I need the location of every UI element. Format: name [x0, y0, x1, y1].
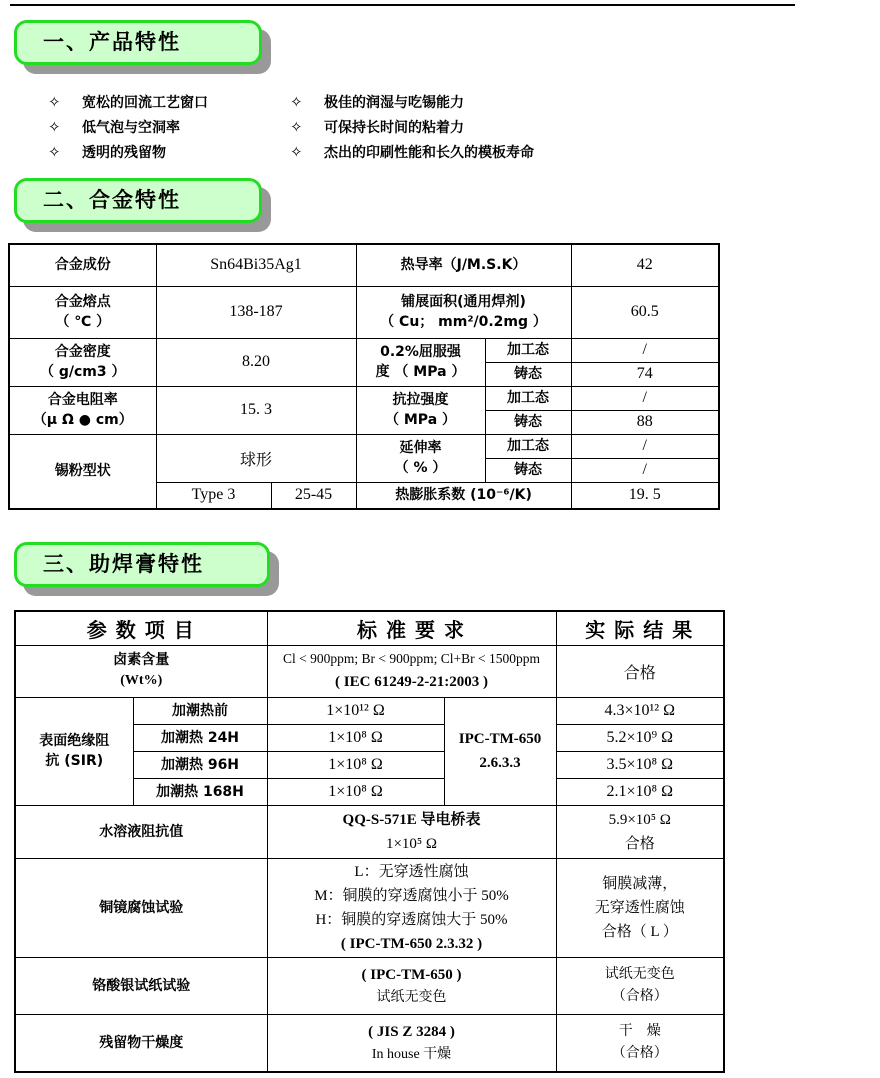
copper-mirror-result-line2: 无穿透性腐蚀	[594, 899, 685, 916]
sir-result-value: 2.1×10⁸ Ω	[556, 778, 724, 805]
residue-dryness-standard-line2: In house 干燥	[371, 1046, 452, 1062]
sir-label-line2: 抗 (SIR)	[45, 753, 104, 769]
flux-header-row	[15, 611, 724, 645]
state-cast-label: 铸态	[485, 458, 571, 482]
flux-properties-table	[14, 610, 725, 1073]
diamond-bullet-icon: ✧	[48, 142, 61, 161]
state-wrought-label: 加工态	[485, 338, 571, 362]
copper-mirror-result-line1: 铜膜减薄，	[602, 875, 678, 892]
feature-text: 低气泡与空洞率	[82, 119, 180, 136]
feature-text: 透明的残留物	[82, 144, 166, 161]
product-features-list	[48, 89, 880, 164]
spread-area-label-line2: （ Cu； mm²/0.2mg ）	[380, 314, 547, 330]
sir-condition: 加潮热前	[133, 697, 267, 724]
sir-standard-value: 1×10⁸ Ω	[267, 751, 444, 778]
thermal-conductivity-value: 42	[571, 244, 719, 286]
header-standard: 标 准 要 求	[267, 611, 556, 645]
halogen-result: 合格	[556, 645, 724, 697]
thermal-conductivity-label: 热导率（J/M.S.K）	[356, 244, 571, 286]
silver-chromate-result-line1: 试纸无变色	[604, 966, 675, 982]
sir-standard-value: 1×10¹² Ω	[267, 697, 444, 724]
melting-point-value: 138-187	[156, 286, 356, 338]
diamond-bullet-icon: ✧	[48, 117, 61, 136]
feature-text: 可保持长时间的粘着力	[324, 119, 464, 136]
features-left-column	[48, 89, 290, 164]
alloy-composition-label: 合金成份	[9, 244, 156, 286]
sir-condition: 加潮热 96H	[133, 751, 267, 778]
flux-row-residue-dryness	[15, 1014, 724, 1072]
spread-area-value: 60.5	[571, 286, 719, 338]
resistivity-value: 15. 3	[156, 386, 356, 434]
sir-method	[444, 697, 556, 805]
melting-point-label-line1: 合金熔点	[54, 294, 111, 310]
copper-mirror-standard-line1: L：无穿透性腐蚀	[354, 863, 469, 880]
alloy-properties-table	[8, 243, 720, 510]
sir-method-line1: IPC-TM-650	[458, 731, 542, 747]
state-wrought-label: 加工态	[485, 386, 571, 410]
flux-row-halogen	[15, 645, 724, 697]
resistivity-label	[9, 386, 156, 434]
sir-result-value: 3.5×10⁸ Ω	[556, 751, 724, 778]
tensile-strength-label	[356, 386, 485, 434]
sir-method-line2: 2.6.3.3	[479, 755, 521, 771]
residue-dryness-standard	[267, 1014, 556, 1072]
cte-label: 热膨胀系数 (10⁻⁶/K)	[356, 482, 571, 509]
alloy-row-powder-elongation-wrought	[9, 434, 719, 458]
flux-row-sir-initial	[15, 697, 724, 724]
halogen-standard-line1: Cl < 900ppm; Br < 900ppm; Cl+Br < 1500ppm	[283, 651, 540, 666]
powder-shape-label: 锡粉型状	[9, 434, 156, 509]
elongation-cast-value: /	[571, 458, 719, 482]
elongation-label-line1: 延伸率	[399, 440, 442, 456]
sir-condition: 加潮热 168H	[133, 778, 267, 805]
powder-size-value: 25-45	[271, 482, 356, 509]
yield-strength-label	[356, 338, 485, 386]
residue-dryness-result-line2: （合格）	[611, 1045, 668, 1061]
yield-cast-value: 74	[571, 362, 719, 386]
silver-chromate-result-line2: （合格）	[611, 988, 668, 1004]
density-label-line1: 合金密度	[54, 344, 111, 360]
features-right-column	[290, 89, 534, 164]
feature-text: 宽松的回流工艺窗口	[82, 94, 208, 111]
alloy-row-density-yield-wrought	[9, 338, 719, 362]
spread-area-label	[356, 286, 571, 338]
residue-dryness-result	[556, 1014, 724, 1072]
halogen-label-line2: (Wt%)	[120, 673, 163, 688]
sir-result-value: 4.3×10¹² Ω	[556, 697, 724, 724]
copper-mirror-standard-line2: M：铜膜的穿透腐蚀小于 50%	[314, 887, 509, 904]
cte-value: 19. 5	[571, 482, 719, 509]
sir-result-value: 5.2×10⁹ Ω	[556, 724, 724, 751]
sir-label-line1: 表面绝缘阻	[39, 733, 110, 749]
state-wrought-label: 加工态	[485, 434, 571, 458]
alloy-row-composition	[9, 244, 719, 286]
section-2-title: 二、合金特性	[43, 188, 181, 212]
alloy-row-resistivity-tensile-wrought	[9, 386, 719, 410]
section-3-title: 三、助焊膏特性	[43, 552, 204, 576]
feature-item	[48, 114, 290, 139]
section-1-title-banner	[14, 20, 262, 65]
tensile-wrought-value: /	[571, 386, 719, 410]
halogen-standard	[267, 645, 556, 697]
yield-strength-label-line2: 度 （ MPa ）	[375, 364, 466, 380]
silver-chromate-result	[556, 957, 724, 1014]
sir-label	[15, 697, 133, 805]
yield-wrought-value: /	[571, 338, 719, 362]
feature-item	[290, 114, 534, 139]
flux-row-water-impedance	[15, 805, 724, 858]
feature-text: 杰出的印刷性能和长久的模板寿命	[324, 144, 534, 161]
silver-chromate-label: 铬酸银试纸试验	[15, 957, 267, 1014]
silver-chromate-standard-line2: 试纸无变色	[376, 989, 447, 1005]
alloy-row-melting	[9, 286, 719, 338]
section-1-title: 一、产品特性	[43, 30, 181, 54]
powder-shape-value: 球形	[156, 434, 356, 482]
resistivity-label-line2: （μ Ω ● cm）	[32, 412, 133, 428]
yield-strength-label-line1: 0.2%屈服强	[380, 344, 461, 360]
elongation-label	[356, 434, 485, 482]
copper-mirror-standard-line3: H：铜膜的穿透腐蚀大于 50%	[315, 911, 508, 928]
state-cast-label: 铸态	[485, 410, 571, 434]
residue-dryness-label: 残留物干燥度	[15, 1014, 267, 1072]
copper-mirror-result-line3: 合格（ L ）	[601, 923, 678, 940]
halogen-label-line1: 卤素含量	[113, 652, 170, 668]
resistivity-label-line1: 合金电阻率	[47, 392, 118, 408]
flux-row-copper-mirror	[15, 858, 724, 957]
top-horizontal-rule	[10, 4, 795, 6]
state-cast-label: 铸态	[485, 362, 571, 386]
elongation-wrought-value: /	[571, 434, 719, 458]
density-label-line2: （ g/cm3 ）	[39, 364, 126, 380]
powder-type-value: Type 3	[156, 482, 271, 509]
tensile-strength-label-line2: （ MPa ）	[385, 412, 457, 428]
feature-item	[290, 89, 534, 114]
header-parameter: 参 数 项 目	[15, 611, 267, 645]
melting-point-label	[9, 286, 156, 338]
section-3-title-banner	[14, 542, 270, 587]
feature-text: 极佳的润湿与吃锡能力	[324, 94, 464, 111]
diamond-bullet-icon: ✧	[290, 117, 303, 136]
halogen-standard-line2: ( IEC 61249-2-21:2003 )	[335, 674, 488, 690]
water-impedance-result	[556, 805, 724, 858]
water-impedance-standard-line2: 1×10⁵ Ω	[385, 835, 438, 852]
melting-point-label-line2: （ ℃ ）	[55, 314, 111, 330]
spread-area-label-line1: 铺展面积(通用焊剂)	[401, 294, 526, 310]
diamond-bullet-icon: ✧	[290, 92, 303, 111]
residue-dryness-standard-line1: ( JIS Z 3284 )	[368, 1023, 455, 1040]
silver-chromate-standard-line1: ( IPC-TM-650 )	[361, 966, 462, 983]
header-result: 实 际 结 果	[556, 611, 724, 645]
density-label	[9, 338, 156, 386]
alloy-composition-value: Sn64Bi35Ag1	[156, 244, 356, 286]
sir-condition: 加潮热 24H	[133, 724, 267, 751]
section-2-title-banner	[14, 178, 262, 223]
diamond-bullet-icon: ✧	[290, 142, 303, 161]
elongation-label-line2: （ % ）	[394, 460, 447, 476]
halogen-label	[15, 645, 267, 697]
water-impedance-result-line2: 合格	[624, 835, 655, 852]
density-value: 8.20	[156, 338, 356, 386]
copper-mirror-result	[556, 858, 724, 957]
residue-dryness-result-line1: 干 燥	[618, 1023, 661, 1039]
copper-mirror-standard	[267, 858, 556, 957]
diamond-bullet-icon: ✧	[48, 92, 61, 111]
sir-standard-value: 1×10⁸ Ω	[267, 724, 444, 751]
feature-item	[48, 89, 290, 114]
silver-chromate-standard	[267, 957, 556, 1014]
water-impedance-label: 水溶液阻抗值	[15, 805, 267, 858]
copper-mirror-label: 铜镜腐蚀试验	[15, 858, 267, 957]
flux-row-silver-chromate	[15, 957, 724, 1014]
tensile-strength-label-line1: 抗拉强度	[392, 392, 449, 408]
water-impedance-result-line1: 5.9×10⁵ Ω	[608, 811, 671, 828]
water-impedance-standard-line1: QQ-S-571E 导电桥表	[342, 811, 481, 828]
tensile-cast-value: 88	[571, 410, 719, 434]
copper-mirror-standard-line4: ( IPC-TM-650 2.3.32 )	[340, 935, 483, 952]
feature-item	[48, 139, 290, 164]
sir-standard-value: 1×10⁸ Ω	[267, 778, 444, 805]
feature-item	[290, 139, 534, 164]
water-impedance-standard	[267, 805, 556, 858]
